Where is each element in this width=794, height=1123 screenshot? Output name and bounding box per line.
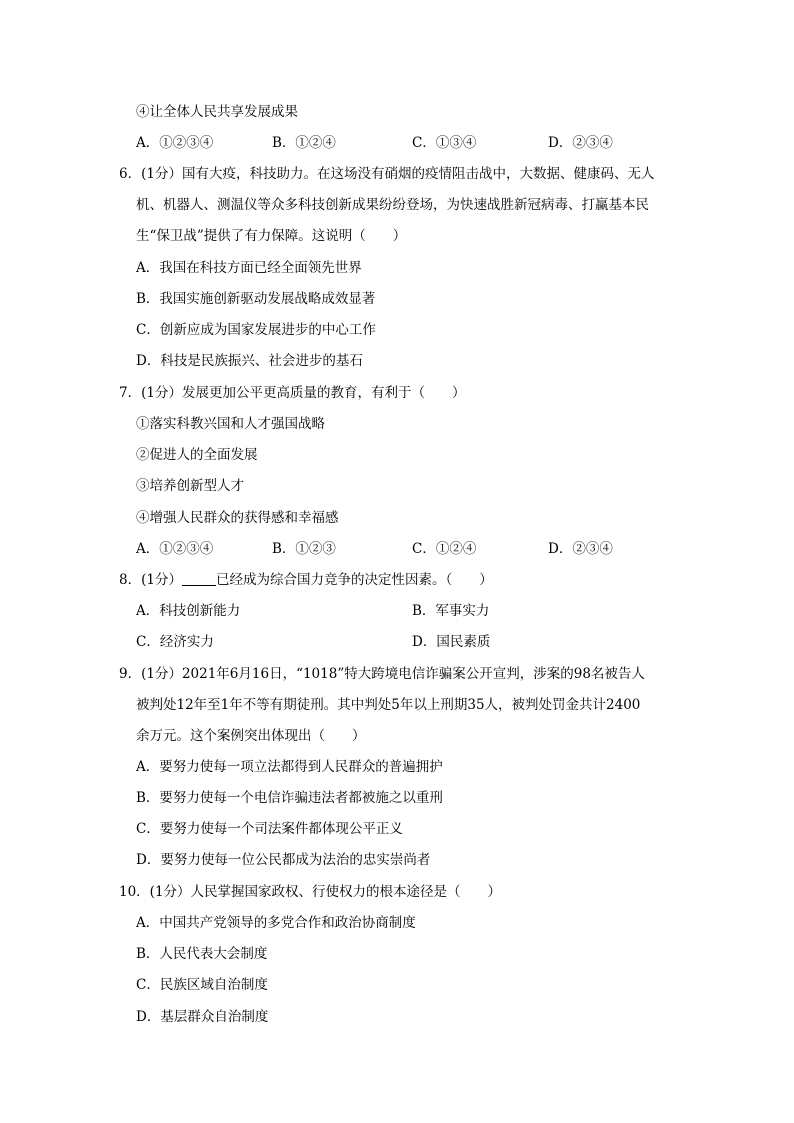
q8-option-a: A．科技创新能力 [136, 603, 241, 619]
q10-option-c: C．民族区域自治制度 [136, 977, 268, 993]
q8-stem-prefix: 8．(1分） [119, 572, 182, 588]
q9-stem-line-2: 被判处12年至1年不等有期徒刑。其中判处5年以上刑期35人，被判处罚金共计2400 [136, 697, 641, 713]
q10-option-d: D．基层群众自治制度 [136, 1009, 269, 1025]
q6-option-c: C．创新应成为国家发展进步的中心工作 [136, 322, 376, 338]
q5-item-4: ④让全体人民共享发展成果 [136, 104, 298, 120]
q5-option-a: A．①②③④ [136, 135, 214, 151]
q5-option-d: D．②③④ [548, 135, 613, 151]
q8-options-row-1 [136, 601, 696, 621]
q8-stem-rest: 已经成为综合国力竞争的决定性因素。（ ） [215, 572, 493, 588]
q7-item-3: ③培养创新型人才 [136, 478, 244, 494]
q6-stem-line-1: 6．(1分）国有大疫，科技助力。在这场没有硝烟的疫情阻击战中，大数据、健康码、无人 [119, 166, 655, 182]
q8-option-c: C．经济实力 [136, 634, 214, 650]
q10-stem: 10．(1分）人民掌握国家政权、行使权力的根本途径是（ ） [119, 884, 502, 900]
q6-option-b: B．我国实施创新驱动发展战略成效显著 [136, 291, 376, 307]
q7-item-1: ①落实科教兴国和人才强国战略 [136, 416, 325, 432]
q8-options-row-2 [136, 632, 696, 652]
q7-option-d: D．②③④ [548, 541, 613, 557]
q5-option-b: B．①②④ [272, 135, 336, 151]
q9-stem-line-1: 9．(1分）2021年6月16日，“1018”特大跨境电信诈骗案公开宣判，涉案的98名被告人 [119, 666, 645, 682]
q9-option-b: B．要努力使每一个电信诈骗违法者都被施之以重刑 [136, 790, 443, 806]
q6-stem-line-2: 机、机器人、测温仪等众多科技创新成果纷纷登场，为快速战胜新冠病毒、打赢基本民 [136, 197, 649, 213]
q5-option-c: C．①③④ [412, 135, 477, 151]
q10-option-a: A．中国共产党领导的多党合作和政治协商制度 [136, 915, 416, 931]
q7-stem: 7．(1分）发展更加公平更高质量的教育，有利于（ ） [119, 385, 466, 401]
q7-item-4: ④增强人民群众的获得感和幸福感 [136, 510, 339, 526]
q7-options [136, 539, 696, 559]
q8-option-d: D．国民素质 [412, 634, 491, 650]
q8-answer-blank [182, 571, 216, 586]
q9-option-a: A．要努力使每一项立法都得到人民群众的普遍拥护 [136, 759, 443, 775]
q9-stem-line-3: 余万元。这个案例突出体现出（ ） [136, 728, 366, 744]
q9-option-d: D．要努力使每一位公民都成为法治的忠实崇尚者 [136, 852, 431, 868]
q8-option-b: B．军事实力 [412, 603, 490, 619]
q6-option-a: A．我国在科技方面已经全面领先世界 [136, 260, 362, 276]
q6-stem-line-3: 生“保卫战”提供了有力保障。这说明（ ） [136, 228, 407, 244]
q8-stem [119, 570, 493, 590]
q5-options [136, 133, 696, 153]
q6-option-d: D．科技是民族振兴、社会进步的基石 [136, 353, 363, 369]
q9-option-c: C．要努力使每一个司法案件都体现公平正义 [136, 821, 403, 837]
q7-option-c: C．①②④ [412, 541, 477, 557]
q7-item-2: ②促进人的全面发展 [136, 447, 258, 463]
q7-option-b: B．①②③ [272, 541, 336, 557]
q7-option-a: A．①②③④ [136, 541, 214, 557]
q10-option-b: B．人民代表大会制度 [136, 946, 268, 962]
